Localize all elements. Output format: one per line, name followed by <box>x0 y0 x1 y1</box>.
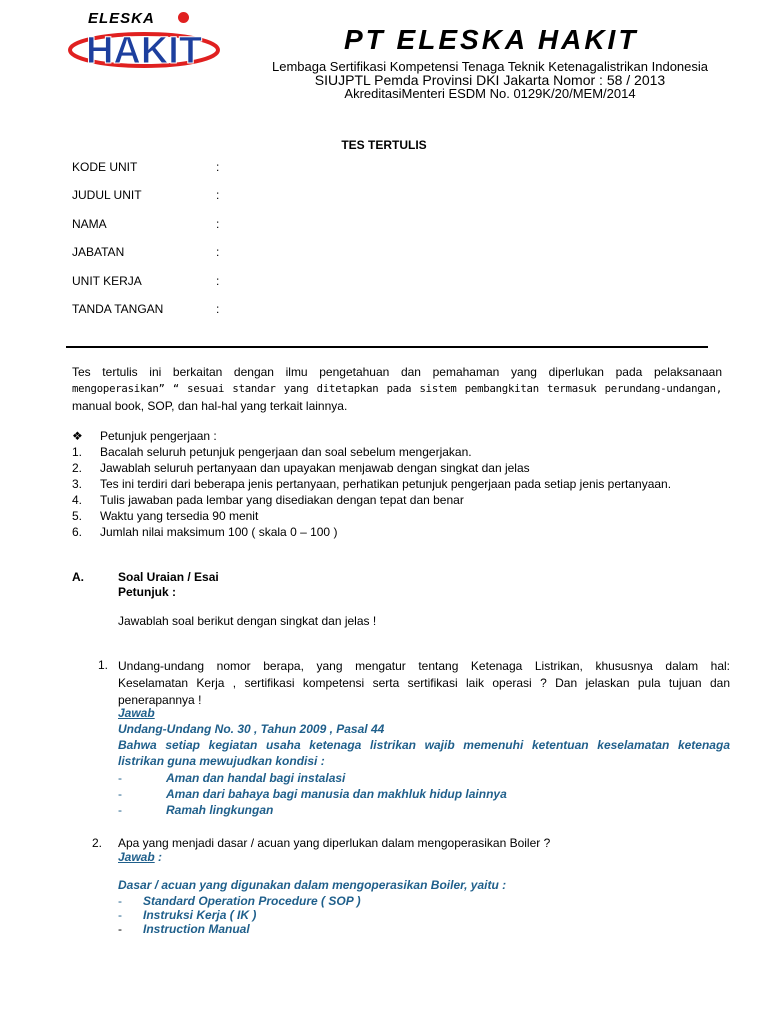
instruction-text: Tulis jawaban pada lembar yang disediakan dengan tepat dan benar <box>100 493 464 507</box>
intro-paragraph <box>72 364 722 415</box>
intro-line-3: manual book, SOP, dan hal-hal yang terkait lainnya. <box>72 399 348 413</box>
instructions-heading: Petunjuk pengerjaan : <box>100 429 217 443</box>
q2-number: 2. <box>92 836 103 850</box>
q2-point: Instruksi Kerja ( IK ) <box>143 908 257 922</box>
instruction-text: Waktu yang tersedia 90 menit <box>100 509 259 523</box>
field-label-judul-unit: JUDUL UNIT <box>72 188 142 202</box>
section-petunjuk: Petunjuk : <box>118 585 177 599</box>
q1-point: Aman dan handal bagi instalasi <box>166 771 346 785</box>
q1-point: Ramah lingkungan <box>166 803 274 817</box>
q1-line-2: Keselamatan Kerja , sertifikasi kompetensi serta sertifikasi laik operasi ? Dan jelaskan pula tujuan dan <box>118 676 730 690</box>
q1-statement-2: listrikan guna mewujudkan kondisi : <box>118 754 325 768</box>
header-line-2: SIUJPTL Pemda Provinsi DKI Jakarta Nomor : 58 / 2013 <box>314 72 666 88</box>
logo-hakit <box>66 26 222 70</box>
section-letter: A. <box>72 570 84 584</box>
field-colon: : <box>216 188 220 202</box>
field-label-tanda-tangan: TANDA TANGAN <box>72 302 164 316</box>
instruction-num: 1. <box>72 445 83 459</box>
instruction-text: Jawablah seluruh pertanyaan dan upayakan menjawab dengan singkat dan jelas <box>100 461 530 475</box>
q1-line-3: penerapannya ! <box>118 693 202 707</box>
instruction-num: 4. <box>72 493 83 507</box>
logo-dot-icon <box>178 12 189 23</box>
q2-jawab: Jawab <box>118 850 155 864</box>
q2-point-dash: - <box>118 922 122 936</box>
section-title: Soal Uraian / Esai <box>118 570 219 584</box>
q2-intro: Dasar / acuan yang digunakan dalam mengoperasikan Boiler, yaitu : <box>118 878 507 892</box>
page-title: TES TERTULIS <box>341 138 427 152</box>
instruction-num: 6. <box>72 525 83 539</box>
q1-law: Undang-Undang No. 30 , Tahun 2009 , Pasal 44 <box>118 722 385 736</box>
instruction-text: Jumlah nilai maksimum 100 ( skala 0 – 100 ) <box>100 525 338 539</box>
q1-number: 1. <box>98 658 109 672</box>
instruction-text: Bacalah seluruh petunjuk pengerjaan dan soal sebelum mengerjakan. <box>100 445 472 459</box>
field-colon: : <box>216 160 220 174</box>
q2-jawab-colon: : <box>154 850 163 864</box>
field-label-jabatan: JABATAN <box>72 245 125 259</box>
intro-line-2: mengoperasikan” “ sesuai standar yang ditetapkan pada sistem pembangkitan termasuk perundang-undangan, <box>72 383 722 395</box>
q1-jawab: Jawab <box>118 706 155 720</box>
q1-point: Aman dari bahaya bagi manusia dan makhluk hidup lainnya <box>166 787 507 801</box>
company-name: PT ELESKA HAKIT <box>344 24 639 55</box>
field-label-unit-kerja: UNIT KERJA <box>72 274 142 288</box>
q1-line-1: Undang-undang nomor berapa, yang mengatur tentang Ketenaga Listrikan, khususnya dalam hal: <box>118 659 730 673</box>
q2-point-dash: - <box>118 894 122 908</box>
header-line-3: AkreditasiMenteri ESDM No. 0129K/20/MEM/2014 <box>344 86 636 101</box>
logo-eleska-text: ELESKA <box>88 10 155 27</box>
instruction-num: 3. <box>72 477 83 491</box>
section-instruction: Jawablah soal berikut dengan singkat dan jelas ! <box>118 614 377 628</box>
field-label-nama: NAMA <box>72 217 107 231</box>
q1-question <box>118 658 730 709</box>
q1-point-dash: - <box>118 787 122 801</box>
field-colon: : <box>216 217 220 231</box>
bullet-icon: ❖ <box>72 429 83 443</box>
instruction-text: Tes ini terdiri dari beberapa jenis pertanyaan, perhatikan petunjuk pengerjaan pada setiap jenis pertanyaan. <box>100 477 672 491</box>
q1-point-dash: - <box>118 803 122 817</box>
q2-point: Standard Operation Procedure ( SOP ) <box>143 894 361 908</box>
logo-hakit-text: HAKIT <box>85 30 203 70</box>
q1-statement-1: Bahwa setiap kegiatan usaha ketenaga listrikan wajib memenuhi ketentuan keselamatan ketenaga <box>118 738 730 752</box>
q2-jawab-line <box>118 850 162 864</box>
q2-point-dash: - <box>118 908 122 922</box>
intro-line-1: Tes tertulis ini berkaitan dengan ilmu pengetahuan dan pemahaman yang diperlukan pada pelaksanaan <box>72 365 722 379</box>
section-divider <box>66 346 708 348</box>
q2-question: Apa yang menjadi dasar / acuan yang diperlukan dalam mengoperasikan Boiler ? <box>118 836 551 850</box>
instruction-num: 2. <box>72 461 83 475</box>
field-colon: : <box>216 302 220 316</box>
header-line-1: Lembaga Sertifikasi Kompetensi Tenaga Teknik Ketenagalistrikan Indonesia <box>271 59 708 74</box>
field-colon: : <box>216 245 220 259</box>
instruction-num: 5. <box>72 509 83 523</box>
q1-point-dash: - <box>118 771 122 785</box>
field-label-kode-unit: KODE UNIT <box>72 160 138 174</box>
field-colon: : <box>216 274 220 288</box>
q2-point: Instruction Manual <box>143 922 250 936</box>
